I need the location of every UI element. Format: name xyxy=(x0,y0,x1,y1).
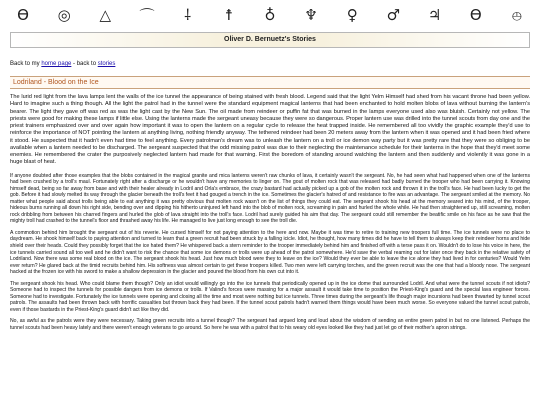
breadcrumb xyxy=(10,60,530,68)
nav-prefix: Back to my xyxy=(10,61,42,67)
nav-separator: - back to xyxy=(71,61,98,67)
dagger-glyph-icon: ⸸ xyxy=(184,6,192,24)
theta-glyph-icon: Ө xyxy=(17,6,29,24)
story-paragraph: The lurid red light from the lava lamps lent the walls of the ice tunnel the appearance of being stained with fresh blood. Legend said that the light Yelm Himself had shed from his vacant throne had been yellow. Hard to imagine such a thing though. All the light the patrol had in the tunnel were the standard equipment magical lanterns that had been enchanted to hold molten blobs of lava without burning the lantern's bearer. The light they gave off was red as was the light cast by the New Sun. The oil made from reindeer or puffin fat that was burned in the lamps everyone used also was bluish. Certainly not yellow. The priests were good for making these lamps if little else. Using the lanterns made the sergeant uneasy because they were so dangerous. Proper lantern use was drilled into the tunnel scouts from day one and the priest trainers emphasized over and over again how important it was to open the lantern on a regular cycle to release the heat trapped inside. He remembered all too vividly the graphic example they'd use to reinforce the importance of NOT pointing the lantern at anything living, nothing friendly anyway. The tethered reindeer had been 20 meters away from the lantern when it was opened and it had been fried where it stood. He suspected that it hadn't even had time to feel anything. Every patrolman's dream was to unleash the lantern on a troll or ice demon way party but it was pretty rare that they were so obliging to be available when a lantern needed to be discharged. The sergeant suspected that the odd missing patrol was due to their neglecting the maintenance schedule for their lanterns in the hope that they'd meet some enemies. He remembered the crater the purposively neglected lantern had made for that warning. First the boredom of standing around watching the lantern and then suddenly and violently it was gone in a huge blast of heat. xyxy=(10,94,530,166)
story-paragraph: No, as awful as the patrols were they were necessary. Taking green recruits into a tunnel though? The sergeant had argued long and loud about the wisdom of sending an entire green patrol in but no one listened. Perhaps the tunnel scouts had been heavy lately and there weren't enough veterans to go around. So here he was with a patrol that to his weary old eyes looked like they had just let go of their mother's apron strings. xyxy=(10,318,530,331)
site-title: Oliver D. Bernuetz's Stories xyxy=(224,36,316,43)
stories-link[interactable]: stories xyxy=(97,61,116,67)
split-circle-glyph-icon: ⦺ xyxy=(511,6,522,24)
home-page-link[interactable]: home page xyxy=(41,61,72,67)
mars-glyph-icon: ♂ xyxy=(386,6,401,24)
triangle-glyph-icon: △ xyxy=(99,6,112,24)
site-title-banner xyxy=(10,32,530,48)
story-paragraph: If anyone doubted after those examples that the blobs contained in the magical granite and mica lanterns weren't raw chunks of lava, it certainly wasn't the sergeant. No, he had seen what had happened when one of the lanterns had been crushed by a troll's maul. Fortunately right after a discharge or he wouldn't have any memories to linger on. The gout of molten rock that was released had badly burned the trooper who had been carrying it. Knowing himself dead, being so far away from base and with their healer already in Lodril and Orla's embrace, the crazy bastard had actually picked up a gob of the molten rock and thrown it in the troll's face. He had been lucky to get the gob. Before it had slowly melted its way through the glacier beneath the troll's feet it had gouged a trench in the ice. Sometimes the glacier's hatred of and resistance to fire was an advantage. The sergeant smiled at the memory. No matter what people said about trolls being able to eat anything it was pretty obvious that molten rock wasn't on the list of things they could eat. The sergeant shook his head at the memory seared into his mind, of the trooper, hideous burns running all down his right side, bending over and dipping his hitherto uninjured left hand into the blob of molten rock, screaming in pain and hurled the whole while. He had then straightened up, still screaming, molten rock dribbling from between his charred fingers and hurled the glob of lava straight into the troll's face. Lodril had surely guided his aim that day. The sergeant could still remember the beatific smile on his face as he saw that the mighty troll had crashed to the tunnel's floor and thrashed away his life. He managed to live just long enough to see the troll die. xyxy=(10,172,530,225)
theta-glyph-icon: Ө xyxy=(469,6,482,24)
circle-glyph-icon: ◎ xyxy=(57,6,71,24)
story-body xyxy=(10,94,530,332)
glyph-banner xyxy=(0,0,540,26)
arc-glyph-icon: ⌒ xyxy=(139,6,155,25)
earth-glyph-icon: ♁ xyxy=(264,6,276,24)
venus-glyph-icon: ♀ xyxy=(346,6,358,24)
cross-glyph-icon: ☨ xyxy=(224,6,233,24)
story-paragraph: The sergeant shook his head. Who could blame them though? Only an idiot would willingly go into the ice tunnels that periodically opened up in the ice dome that surrounded Lodril. And what were the tunnel scouts if not idiots? Someone had to inspect the tunnels for possible dangers from ice demons or trolls. If Valind's forces were massing for a major assault it would take time to position the Priest-King's guard and the special lava engineer forces. Someone had to investigate. Fortunately the ice tunnels were opening and closing all the time and most were nothing but ice tunnels. Three times during the sergeant's life though major incursions had been thwarted by tunnel scout patrols. The assaults had been thrown back with horrific casualties but thrown back they had been. If the tunnel scout patrols hadn't warned them things would have been much worse. So everyone valued the tunnel scout patrols, even if those bastards in the Priest-King's guard didn't act like they did. xyxy=(10,280,530,313)
jupiter-glyph-icon: ♃ xyxy=(427,6,442,24)
story-paragraph: A commotion behind him brought the sergeant out of his reverie. He cursed himself for not paying attention to the here and now. Maybe it was time to retire to training new troopers full time. The ice tunnels were no place to daydream. He shook himself back to paying attention and turned to learn that a green recruit had been struck by a falling icicle. Idiot, he thought, how many times did he have to tell them to always keep their reindeer horns and hide shield over their heads. Could they possibly forget that the ice hated them? He whispered back a stern reminder to the trooper immediately behind him and finished off with a terse pass it on. Wouldn't do to lose his voice in here, the ice tunnels carried sound all too well and he didn't want to risk the chance that some ice demons or trolls were up ahead of the patrol somewhere. He'd save the verbal reaming out for later once they back in the relative safety of Lodriland. Now there was some real blood on the ice. The sergeant shook his head. Just how much blood were they to leave on the ice? Would they ever be able to leave the ice alone they had lived in for centuries? Would Yelm ever return? He glared back at the timid recruits behind him. His softness was almost certain to get these troopers killed. Two men were left carrying torches, and the green recruit was the one that had a bloody nose. The sergeant hacked at the frozen ice with his sword to make a shallow depression in the glacier and poured the blood from his own cut into it. xyxy=(10,229,530,276)
trident-glyph-icon: ♆ xyxy=(304,6,318,24)
story-heading: Lodriland - Blood on the Ice xyxy=(10,76,530,89)
